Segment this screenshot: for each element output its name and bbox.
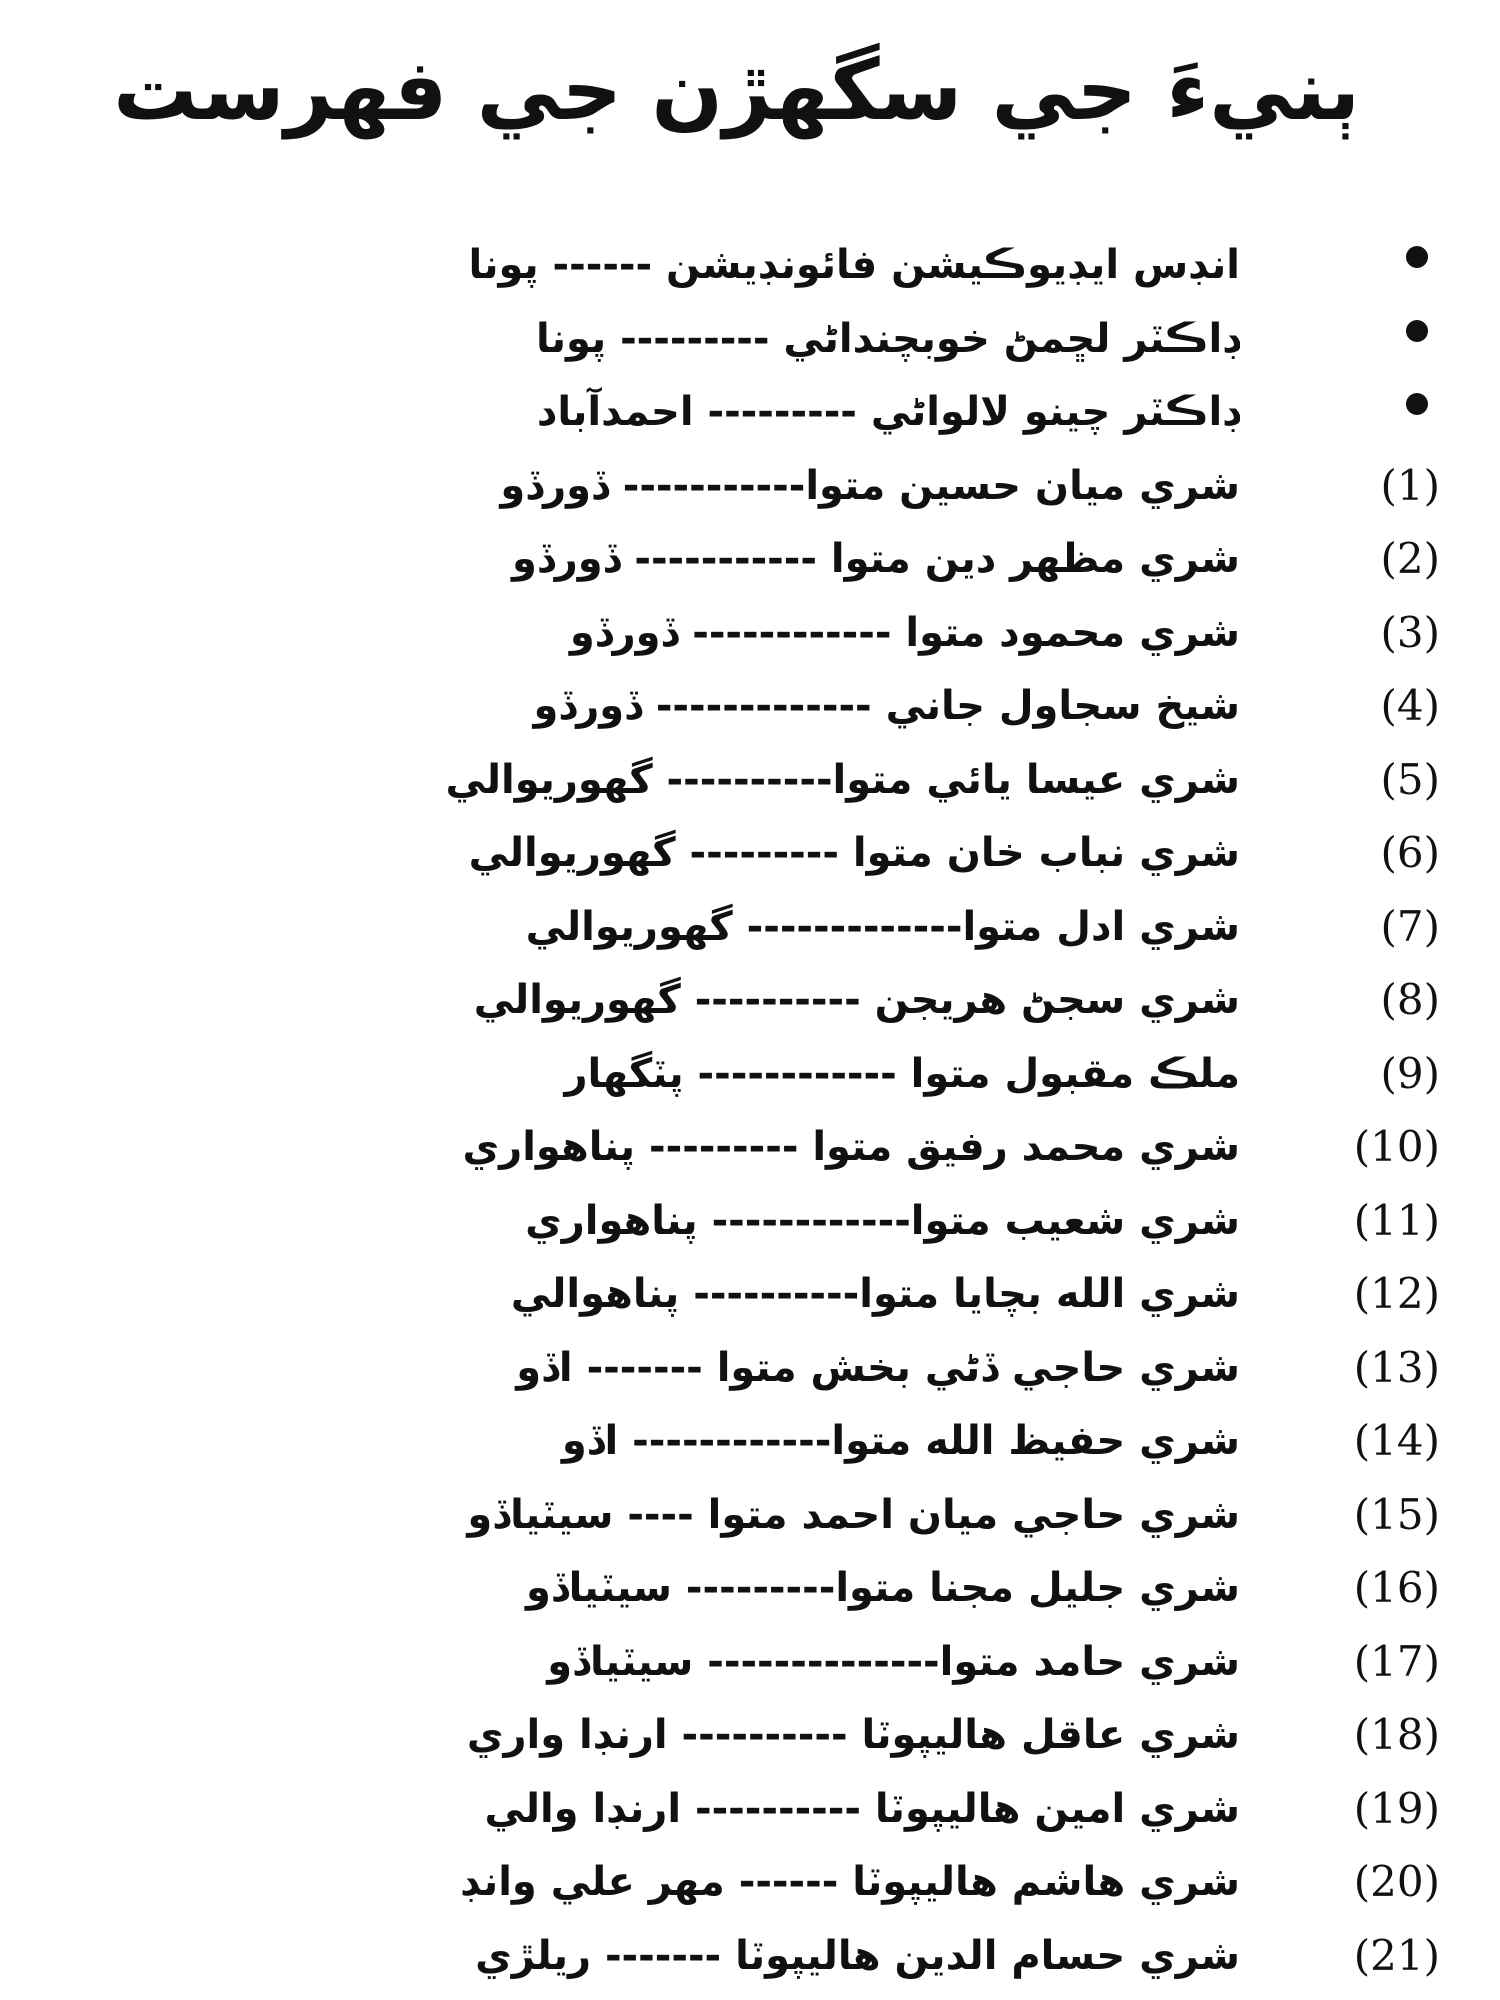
list-item-number: (19) xyxy=(1353,1783,1440,1833)
list-item-number: (5) xyxy=(1380,754,1440,804)
list-item xyxy=(100,1331,1440,1405)
list-item-number: (10) xyxy=(1353,1122,1440,1171)
list-item xyxy=(100,1404,1440,1478)
list-item-text: شري عيسا يائي متوا---------- گهوريوالي xyxy=(445,756,1240,803)
list-item-text: ڊاڪٽر لڇمڻ خوبچنداڻي --------- پونا xyxy=(536,315,1240,362)
list-item-number: (21) xyxy=(1353,1930,1440,1980)
list-item-text: شيخ سجاول جاني ------------- ڏورڏو xyxy=(533,683,1240,729)
contributors-list xyxy=(100,228,1440,1992)
list-item-text: شري محمد رفيق متوا --------- پناهواري xyxy=(462,1124,1240,1170)
list-item xyxy=(100,816,1440,890)
list-item xyxy=(100,596,1440,670)
list-item-number: (13) xyxy=(1353,1342,1440,1392)
list-item xyxy=(100,1184,1440,1258)
list-item-text: شري الله بچايا متوا---------- پناهوالي xyxy=(510,1271,1240,1317)
list-item-text: شري جليل مجنا متوا--------- سيٽياڏو xyxy=(525,1565,1240,1611)
list-item-text: شري ادل متوا------------- گهوريوالي xyxy=(525,903,1240,950)
list-item-text: شري نباب خان متوا --------- گهوريوالي xyxy=(468,830,1240,876)
list-item-text: شري حفيظ الله متوا------------ اڏو xyxy=(561,1418,1240,1464)
list-item-number: (9) xyxy=(1380,1048,1440,1098)
list-item xyxy=(100,1919,1440,1993)
list-item-text: شري هاشم هاليپوٽا ------ مهر علي وانڊ xyxy=(460,1859,1240,1905)
bullet-icon xyxy=(1406,320,1428,342)
list-item xyxy=(100,669,1440,743)
list-item xyxy=(100,963,1440,1037)
list-item-number: (18) xyxy=(1353,1710,1440,1759)
list-item-text: شري مظهر دين متوا ----------- ڏورڏو xyxy=(512,536,1240,582)
list-item xyxy=(100,302,1440,376)
list-item xyxy=(100,375,1440,449)
list-item-text: شري عاقل هاليپوٽا ---------- ارنڊا واري xyxy=(466,1712,1240,1758)
list-item-text: شري حاجي ميان احمد متوا ---- سيٽياڏو xyxy=(467,1491,1240,1538)
list-item-number: (7) xyxy=(1380,901,1440,951)
list-item-number: (4) xyxy=(1380,681,1440,730)
list-item xyxy=(100,1772,1440,1846)
list-item-number: (3) xyxy=(1380,607,1440,657)
list-item-number: (17) xyxy=(1353,1636,1440,1686)
list-item xyxy=(100,1478,1440,1552)
list-item-number: (11) xyxy=(1353,1195,1440,1245)
list-item-text: شري حامد متوا-------------- سيٽياڏو xyxy=(547,1638,1240,1685)
list-item-text: شري امين هاليپوٽا ---------- ارنڊا والي xyxy=(484,1785,1240,1832)
list-item xyxy=(100,1698,1440,1772)
list-item xyxy=(100,1551,1440,1625)
list-item xyxy=(100,228,1440,302)
list-item-text: شري سجڻ هريجن ---------- گهوريوالي xyxy=(473,977,1240,1023)
list-item xyxy=(100,1845,1440,1919)
list-item-number: (12) xyxy=(1353,1269,1440,1318)
list-item-number: (1) xyxy=(1380,460,1440,510)
list-item-number: (16) xyxy=(1353,1563,1440,1612)
list-item-number: (8) xyxy=(1380,975,1440,1024)
list-item xyxy=(100,1037,1440,1111)
list-item xyxy=(100,449,1440,523)
list-item-text: انڊس ايڊيوڪيشن فائونڊيشن ------ پونا xyxy=(468,242,1240,288)
list-item-text: ڊاڪٽر چينو لالواڻي --------- احمدآباد xyxy=(536,389,1240,435)
list-item xyxy=(100,1625,1440,1699)
list-item-text: شري ميان حسين متوا----------- ڏورڏو xyxy=(500,462,1240,509)
list-item xyxy=(100,522,1440,596)
list-item-text: شري حاجي ڏڻي بخش متوا ------- اڏو xyxy=(516,1344,1240,1391)
list-item-text: شري محمود متوا ------------ ڏورڏو xyxy=(569,609,1240,656)
list-item-text: شري حسام الدين هاليپوٽا ------- ريلڙي xyxy=(475,1932,1240,1979)
list-item-number: (2) xyxy=(1380,534,1440,583)
list-item xyxy=(100,1110,1440,1184)
list-item-text: شري شعيب متوا------------ پناهواري xyxy=(525,1197,1240,1244)
list-item-text: ملڪ مقبول متوا ------------ پٽگهار xyxy=(564,1050,1240,1097)
list-item xyxy=(100,743,1440,817)
list-item-number: (6) xyxy=(1380,828,1440,877)
list-item xyxy=(100,1257,1440,1331)
list-item xyxy=(100,890,1440,964)
list-item-number: (14) xyxy=(1353,1416,1440,1465)
list-item-number: (20) xyxy=(1353,1857,1440,1906)
page-title: ٻنيءَ جي سگهڙن جي فهرست xyxy=(113,41,1360,139)
bullet-icon xyxy=(1406,246,1428,268)
bullet-icon xyxy=(1406,393,1428,415)
list-item-number: (15) xyxy=(1353,1489,1440,1539)
